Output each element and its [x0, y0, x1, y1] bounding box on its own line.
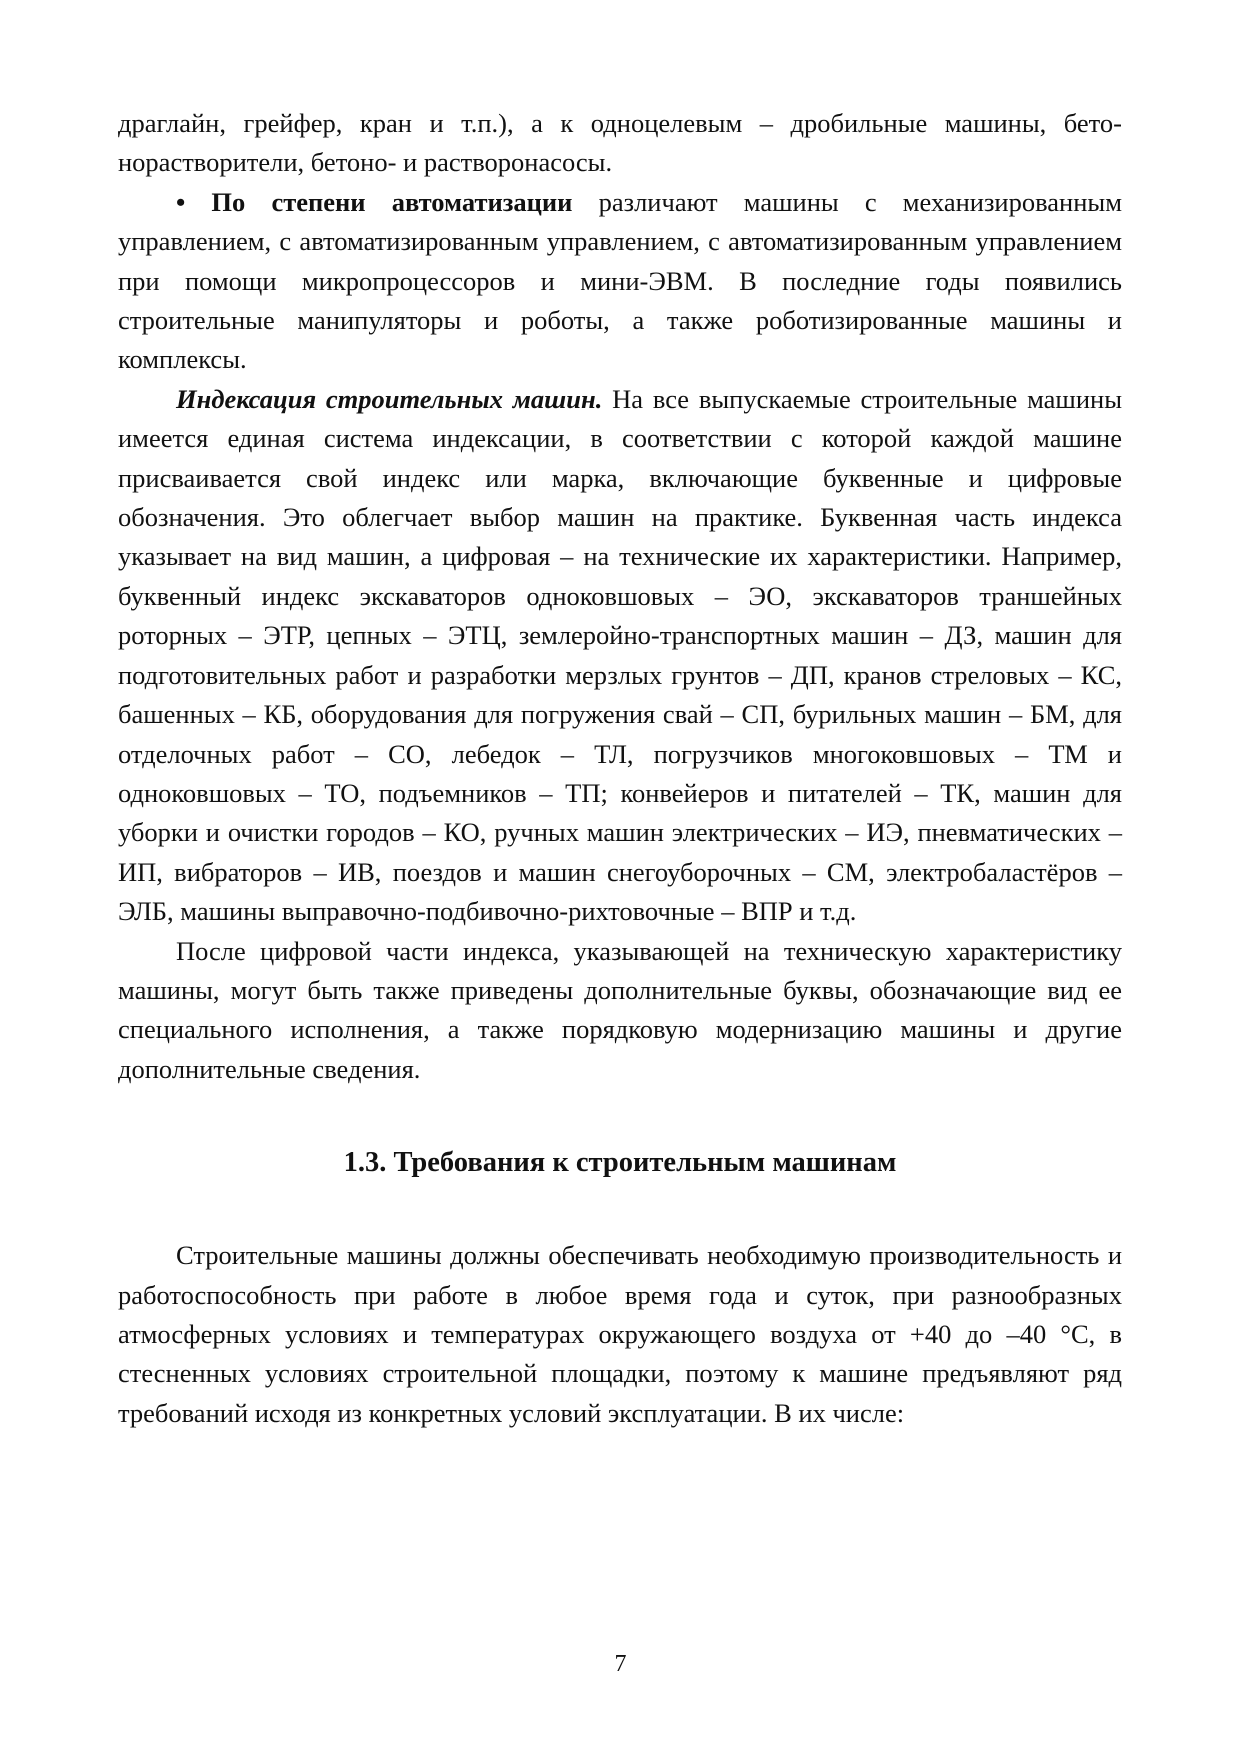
paragraph-text: Строительные машины должны обеспечивать необходимую производительность и работоспособность при работе в любое время года и суток, при разнообразных атмосферных условиях и температурах окружающего воздуха от +40 до –40 °С, в стесненных условиях строительной площадки, поэтому к машине предъявляют ряд требований исходя из конкретных условий эксплуатации. В их числе: [118, 1240, 1122, 1428]
paragraph-text: После цифровой части индекса, указывающей на техническую характеристику машины, могут быть также приведены дополнительные буквы, обозначающие вид ее специального исполнения, а также порядковую модернизацию машины и другие дополнительные сведения. [118, 935, 1122, 1084]
paragraph-additional-letters [118, 932, 1122, 1090]
paragraph-lead-bold: • По степени автоматизации [176, 186, 573, 217]
paragraph-requirements [118, 1236, 1122, 1433]
paragraph-indexing [118, 380, 1122, 932]
page-number: 7 [614, 1651, 627, 1677]
paragraph-text: драглайн, грейфер, кран и т.п.), а к одноцелевым – дробильные машины, бетонорастворители, бетоно- и растворонасосы. [118, 108, 1122, 178]
paragraph-lead-bold-italic: Индексация строительных машин. [176, 383, 603, 414]
paragraph-machines-continuation [118, 104, 1122, 183]
document-page [118, 104, 1122, 1433]
paragraph-text: различают машины с механизированным управлением, с автоматизированным управлением, с автоматизированным управлением при помощи микропроцессоров и мини-ЭВМ. В последние годы появились строительные манипуляторы и роботы, а также роботизированные машины и комплексы. [118, 186, 1122, 375]
paragraph-text: На все выпускаемые строительные машины имеется единая система индексации, в соответствии с которой каждой машине присваивается свой индекс или марка, включающие буквенные и цифровые обозначения. Это облегчает выбор машин на практике. Буквенная часть индекса указывает на вид машин, а цифровая – на технические их характеристики. Например, буквенный индекс экскаваторов одноковшовых – ЭО, экскаваторов траншейных роторных – ЭТР, цепных – ЭТЦ, землеройно-транспортных машин – ДЗ, машин для подготовительных работ и разработки мерзлых грунтов – ДП, кранов стреловых – КС, башенных – КБ, оборудования для погружения свай – СП, бурильных машин – БМ, для отделочных работ – СО, лебедок – ТЛ, погрузчиков многоковшовых – ТМ и одноковшовых – ТО, подъемников – ТП; конвейеров и питателей – ТК, машин для уборки и очистки городов – КО, ручных машин электрических – ИЭ, пневматических – ИП, вибраторов – ИВ, поездов и машин снегоуборочных – СМ, электробаластёров – ЭЛБ, машины выправочно-подбивочно-рихтовочные – ВПР и т.д. [118, 383, 1123, 927]
paragraph-automation [118, 183, 1122, 380]
section-heading: 1.3. Требования к строительным машинам [343, 1147, 897, 1179]
